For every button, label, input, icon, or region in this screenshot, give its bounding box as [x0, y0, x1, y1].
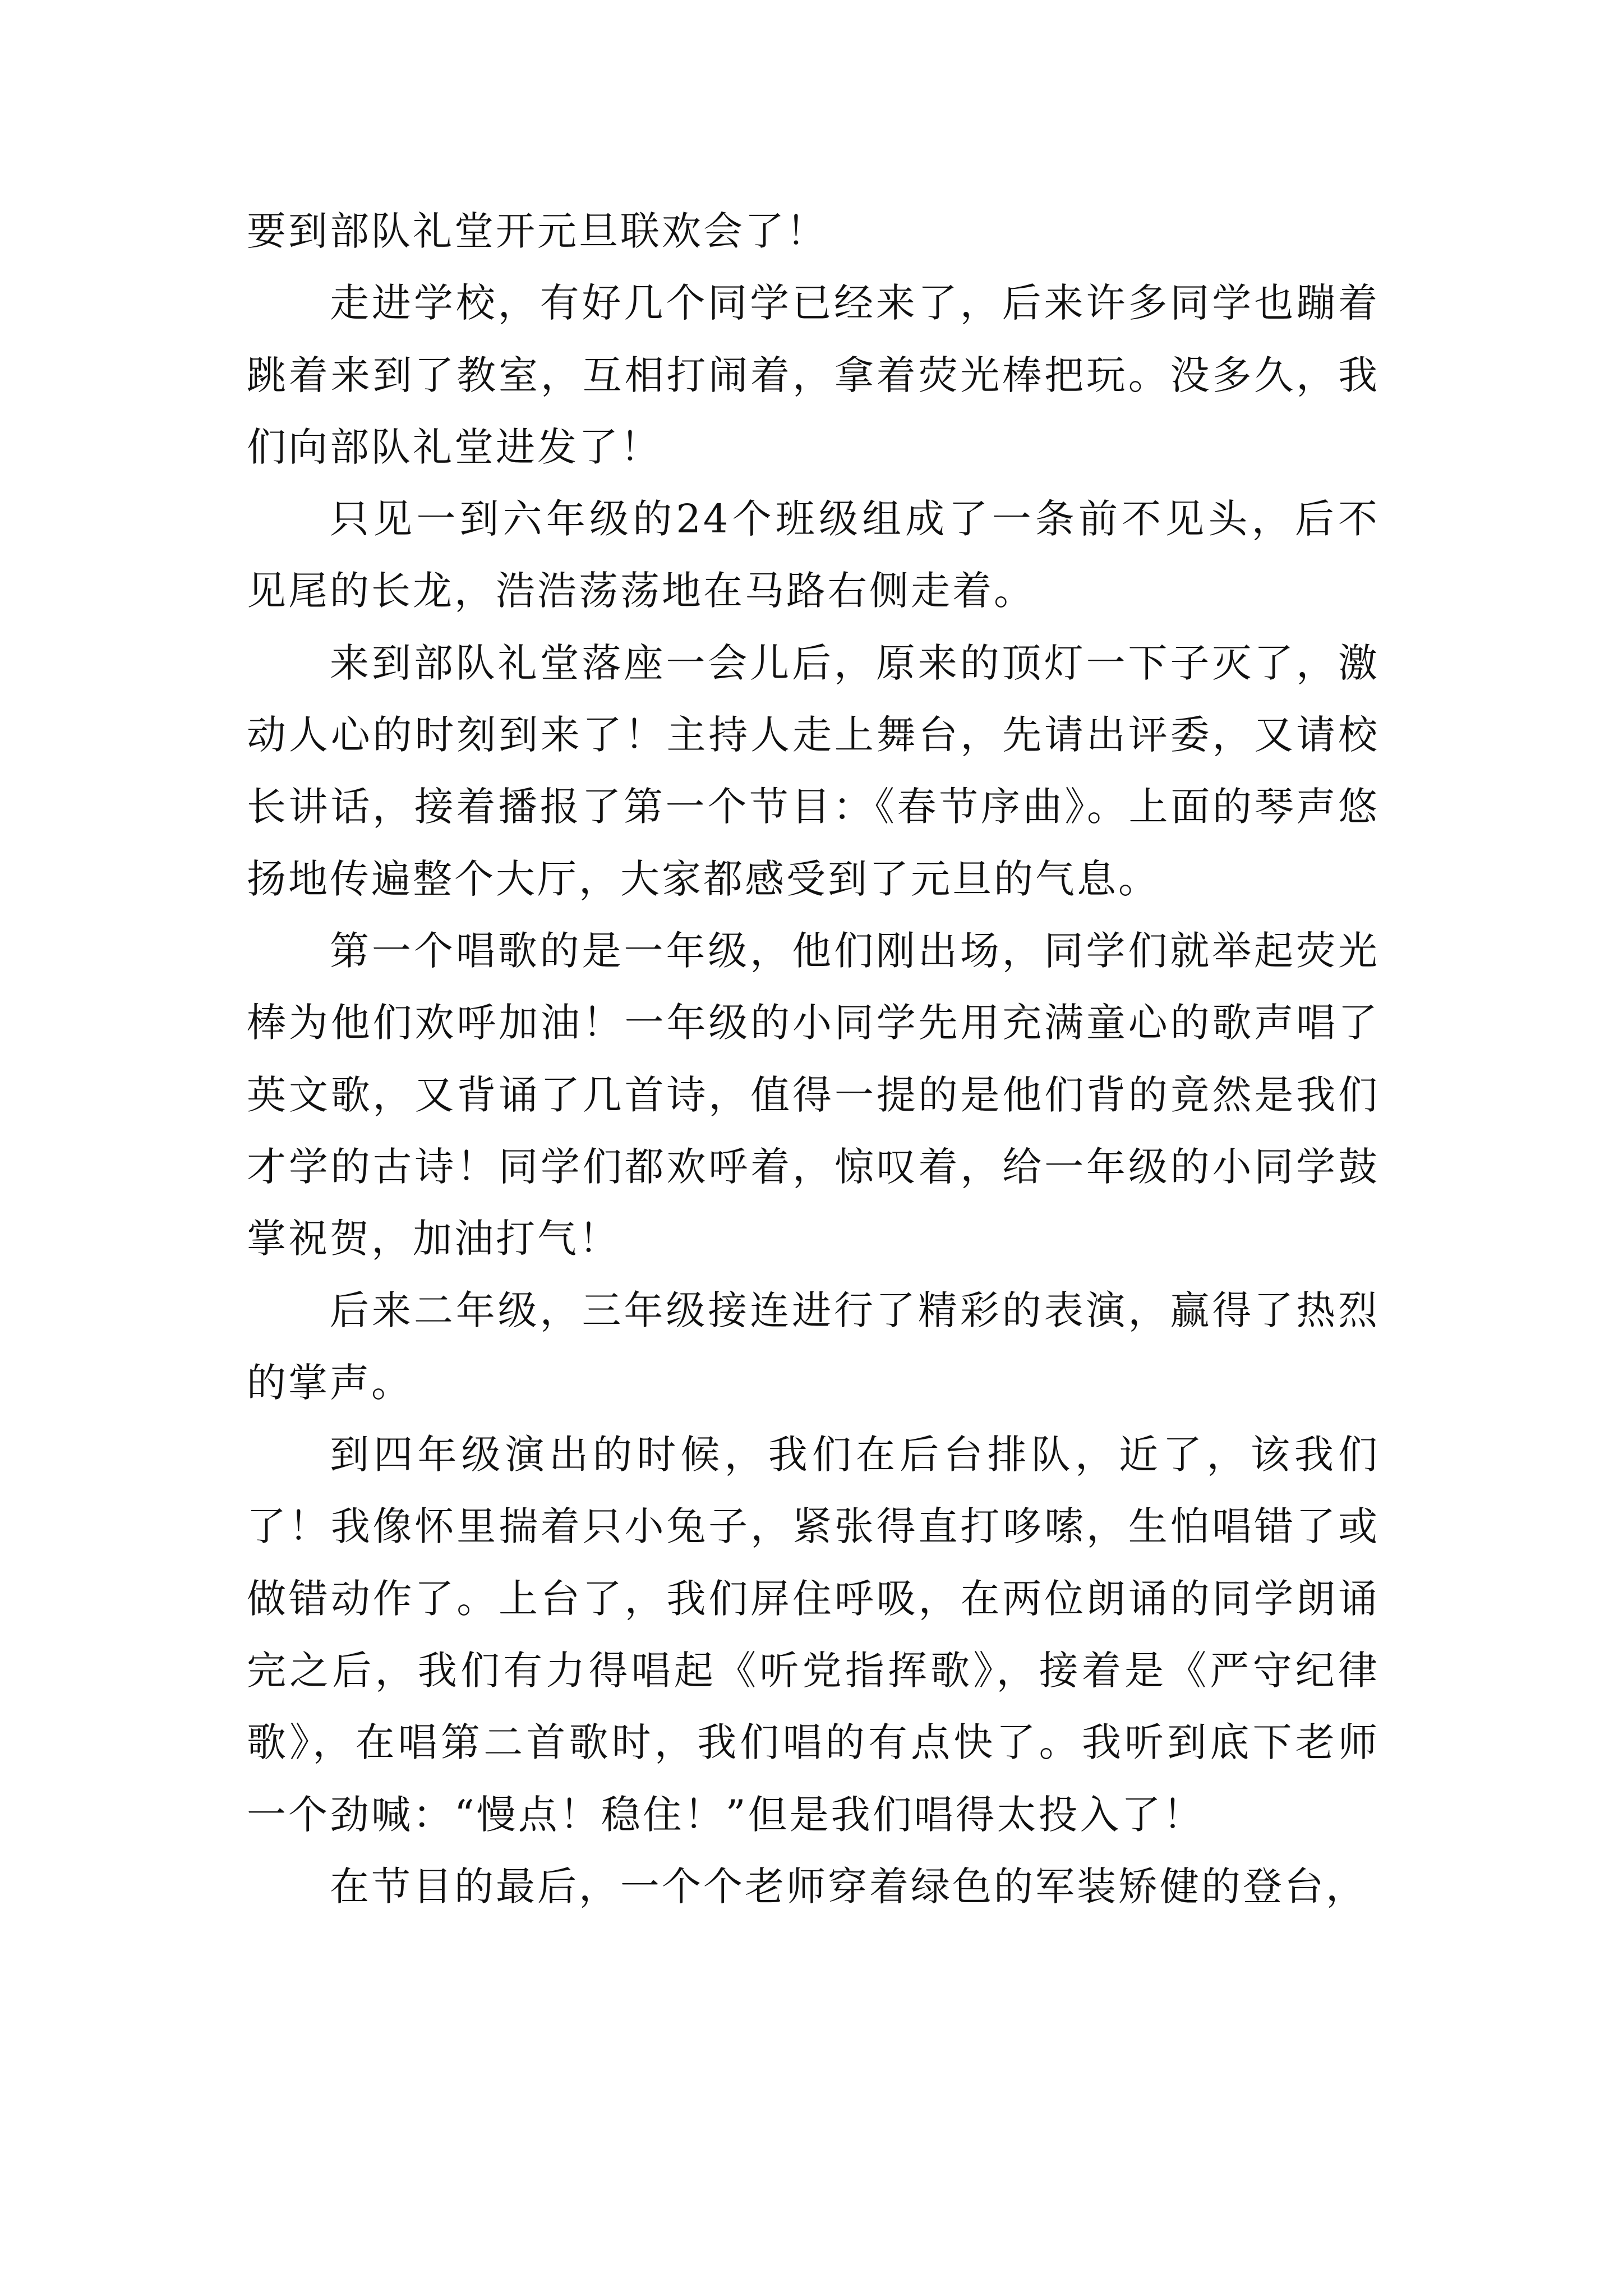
paragraph: 后来二年级，三年级接连进行了精彩的表演，赢得了热烈的掌声。: [247, 1287, 1380, 1406]
paragraph: 在节目的最后，一个个老师穿着绿色的军装矫健的登台，: [330, 1863, 1367, 1910]
paragraph: 来到部队礼堂落座一会儿后，原来的顶灯一下子灭了，激动人心的时刻到来了！主持人走上舞台，先请出评委，又请校长讲话，接着播报了第一个节目：《春节序曲》。上面的琴声悠扬地传遍整个大厅，大家都感受到了元旦的气息。: [247, 639, 1380, 902]
paragraph: 只见一到六年级的24个班级组成了一条前不见头，后不见尾的长龙，浩浩荡荡地在马路右侧走着。: [247, 496, 1380, 614]
body-text: [247, 195, 1380, 1922]
paragraph: 第一个唱歌的是一年级，他们刚出场，同学们就举起荧光棒为他们欢呼加油！一年级的小同学先用充满童心的歌声唱了英文歌，又背诵了几首诗，值得一提的是他们背的竟然是我们才学的古诗！同学们都欢呼着，惊叹着，给一年级的小同学鼓掌祝贺，加油打气！: [247, 927, 1380, 1262]
paragraph: 要到部队礼堂开元旦联欢会了！: [247, 208, 828, 254]
paragraph: 走进学校，有好几个同学已经来了，后来许多同学也蹦着跳着来到了教室，互相打闹着，拿着荧光棒把玩。没多久，我们向部队礼堂进发了！: [247, 280, 1380, 470]
paragraph: 到四年级演出的时候，我们在后台排队，近了，该我们了！我像怀里揣着只小兔子，紧张得直打哆嗦，生怕唱错了或做错动作了。上台了，我们屏住呼吸，在两位朗诵的同学朗诵完之后，我们有力得唱起《听党指挥歌》，接着是《严守纪律歌》，在唱第二首歌时，我们唱的有点快了。我听到底下老师一个劲喊：“慢点！稳住！”但是我们唱得太投入了！: [247, 1432, 1380, 1838]
